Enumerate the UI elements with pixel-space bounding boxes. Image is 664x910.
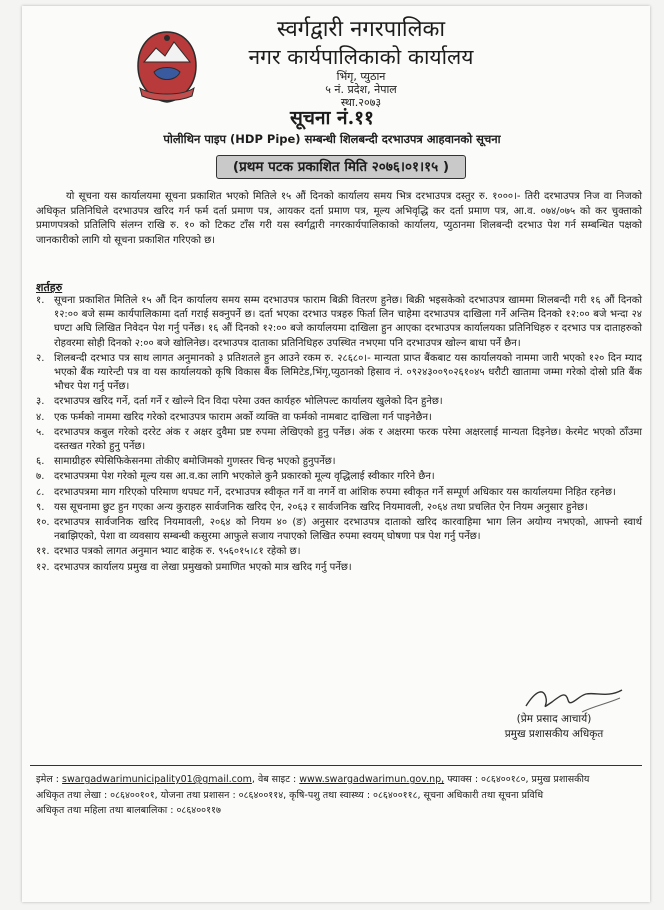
signatory-name: (प्रेम प्रसाद आचार्य) [516, 713, 592, 725]
condition-number: १२. [36, 561, 50, 573]
condition-text: सामाग्रीहरु स्पेसिफिकेसनमा तोकीए बमोजिमको गुणस्तर चिन्ह भएको हुनुपर्नेछ। [54, 456, 336, 468]
condition-item [36, 455, 642, 469]
condition-number: ६. [36, 456, 45, 468]
nepal-emblem-icon [132, 28, 202, 106]
condition-item [36, 516, 642, 544]
condition-number: १०. [36, 517, 50, 529]
condition-item [36, 486, 642, 500]
condition-number: ८. [36, 486, 45, 498]
intro-paragraph: यो सूचना यस कार्यालयमा सूचना प्रकाशित भएको मितिले १५ औं दिनको कार्यालय समय भित्र दरभाउपत्र दस्तुर रु. १०००।- तिरी दरभाउपत्र निज वा निजको अधिकृत प्रतिनिधिले दरभाउपत्र खरिद गर्न फर्म दर्ता प्रमाण पत्र, आयकर दर्ता प्रमाण पत्र, मूल्य अभिवृद्धि कर दर्ता प्रमाण पत्र, आ.व. ०७४/०७५ को कर चुक्ताको प्रमाणपत्रको प्रतिलिपि संलग्न राखि रु. १० को टिकट टाँस गरी यस स्वर्गद्वारी नगरकार्यपालिकाको कार्यालय, प्युठानमा शिलबन्दी दरभाउ पेश गर्न सम्बन्धित पक्षको जानकारीको लागि यो सूचना प्रकाशित गरिएको छ। [36, 191, 642, 246]
condition-number: ९. [36, 501, 45, 513]
condition-item [36, 352, 642, 395]
email-link[interactable]: swargadwarimunicipality01@gmail.com [62, 774, 252, 785]
signatory-block [474, 712, 634, 742]
signatory-title: प्रमुख प्रशासकीय अधिकृत [504, 728, 604, 740]
condition-number: ७. [36, 471, 45, 483]
letterhead [196, 16, 526, 109]
footer-line-3: अधिकृत तथा महिला तथा बालबालिका : ०८६४००११७ [36, 805, 221, 816]
condition-text: दरभाउ पत्रको लागत अनुमान भ्याट बाहेक रु. ९५६०१५।८१ रहेको छ। [54, 546, 301, 558]
footer-contacts [36, 772, 642, 819]
conditions-heading: शर्तहरु [36, 281, 63, 294]
website-link[interactable]: www.swargadwarimun.gov.np, [299, 774, 445, 785]
notice-subject: पोलीथिन पाइप (HDP Pipe) सम्बन्धी शिलबन्दी दरभाउपत्र आहवानको सूचना [163, 132, 501, 146]
condition-text: दरभाउपत्रमा माग गरिएको परिमाण थपघट गर्ने, दरभाउपत्र स्वीकृत गर्ने वा नगर्ने वा आंशिक रुपमा स्वीकृत गर्ने सम्पूर्ण अधिकार यस कार्यालयमा निहित रहनेछ। [54, 486, 616, 498]
established-year: स्था.२०७३ [340, 96, 382, 109]
email-label: इमेल : [36, 774, 60, 785]
condition-text: सूचना प्रकाशित मितिले १५ औं दिन कार्यालय समय सम्म दरभाउपत्र फाराम बिक्री वितरण हुनेछ। बिक्री भइसकेको दरभाउपत्र खाममा शिलबन्दी गरी १६ औं दिनको १२:०० बजे सम्म कार्यपालिकामा दर्ता गराई सक्नुपर्ने छ। दर्ता भएका दरभाउ पत्रहरु फिर्ता लिन चाहेमा दरभाउपत्र दाखिला गर्ने अन्तिम दिनको १२:०० बजे भन्दा २४ घण्टा अघि लिखित निवेदन पेश गर्नु पर्नेछ। १६ औं दिनको १२:०० बजे कार्यालयमा दाखिला हुन आएका दरभाउपत्र कार्यालयका प्रतिनिधिहरु र दरभाउ पत्र दाताहरुको रोहवरमा सोही दिनको २:०० बजे खोलिनेछ। दरभाउपत्र दाताका प्रतिनिधिहरु उपस्थित नभएमा पनि दरभाउपत्र खोल्न बाधा पर्ने छैन। [54, 295, 642, 349]
conditions-list [36, 294, 642, 576]
address-line-1: भिंगृ, प्युठान [336, 70, 386, 83]
footer-line-1 [36, 772, 642, 788]
condition-number: ४. [36, 411, 45, 423]
condition-text: एक फर्मको नाममा खरिद गरेको दरभाउपत्र फाराम अर्को व्यक्ति वा फर्मको नामबाट दाखिला गर्न पाइनेछैन। [54, 411, 432, 423]
condition-number: ५. [36, 426, 45, 438]
condition-text: दरभाउपत्र खरिद गर्ने, दर्ता गर्ने र खोल्ने दिन विदा परेमा उक्त कार्यहरु भोलिपल्ट कार्यालय खुलेको दिन हुनेछ। [54, 396, 443, 408]
condition-text: शिलबन्दी दरभाउ पत्र साथ लागत अनुमानको ३ प्रतिशतले हुन आउने रकम रु. २८६८०।- मान्यता प्राप्त बैंकबाट यस कार्यालयको नाममा जारी भएको १२० दिन म्याद भएको बैंक ग्यारेन्टी पत्र वा यस कार्यालयको कृषि विकास बैंक लिमिटेड,भिंगृ,प्युठानको हिसाव नं. ०९२४३००९०२६१०४५ धरौटी खातामा जम्मा गरेको दोस्रो प्रति बैंक भौचर पेश गर्नु पर्नेछ। [54, 352, 642, 393]
condition-number: ११. [36, 546, 50, 558]
condition-item [36, 545, 642, 559]
condition-item [36, 294, 642, 351]
municipality-name: स्वर्गद्वारी नगरपालिका [276, 17, 446, 42]
condition-item [36, 426, 642, 454]
website-label: , वेब साइट : [251, 774, 297, 785]
footer-line-2: अधिकृत तथा लेखा : ०८६४००१०१, योजना तथा प्रशासन : ०८६४००११४, कृषि-पशु तथा स्वास्थ्य : ०८६४००११८, सूचना अधिकारी तथा सूचना प्रविधि [36, 789, 544, 801]
notice-number: सूचना नं.११ [290, 107, 374, 129]
condition-number: १. [36, 295, 45, 306]
condition-text: दरभाउपत्रमा पेश गरेको मूल्य यस आ.व.का लागि भएकोले कुनै प्रकारको मूल्य वृद्धिलाई स्वीकार गरिने छैन। [54, 471, 435, 483]
condition-text: दरभाउपत्र कार्यालय प्रमुख वा लेखा प्रमुखको प्रमाणित भएको मात्र खरिद गर्नु पर्नेछ। [54, 561, 352, 573]
condition-item [36, 470, 642, 484]
condition-number: २. [36, 352, 45, 364]
footer-fax-text: फ्याक्स : ०८६४००१८०, प्रमुख प्रशासकीय [447, 774, 590, 785]
condition-item [36, 411, 642, 425]
condition-text: दरभाउपत्र सार्वजनिक खरिद नियमावली, २०६४ को नियम ४० (ङ) अनुसार दरभाउपत्र दाताको खरिद कारवाहिमा भाग लिन अयोग्य नभएको, आफ्नो स्वार्थ नबाझिएको, पेशा वा व्यवसाय सम्बन्धी कसुरमा आफुले सजाय नपाएको लिखित रुपमा स्वयम् घोषणा पत्र पेश गर्नु पर्नेछ। [54, 517, 642, 543]
condition-item [36, 501, 642, 515]
condition-number: ३. [36, 396, 45, 408]
footer-divider [30, 765, 642, 766]
condition-item [36, 395, 642, 409]
publish-date-box: (प्रथम पटक प्रकाशित मिति २०७६।०१।१५ ) [216, 155, 466, 179]
condition-item [36, 561, 642, 575]
address-line-2: ५ नं. प्रदेश, नेपाल [325, 83, 397, 96]
office-name: नगर कार्यपालिकाको कार्यालय [248, 45, 474, 69]
condition-text: दरभाउपत्र कबुल गरेको दररेट अंक र अक्षर दुवैमा प्रष्ट रुपमा लेखिएको हुनु पर्नेछ। अंक र अक्षरमा फरक परेमा अक्षरलाई मान्यता दिइनेछ। केरमेट भएको ठाँउमा दस्तखत गरेको हुनु पर्नेछ। [54, 426, 642, 453]
condition-text: यस सूचनामा छुट हुन गएका अन्य कुराहरु सार्वजनिक खरिद ऐन, २०६३ र सार्वजनिक खरिद नियमावली, २०६४ तथा प्रचलित ऐन नियम अनुसार हुनेछ। [54, 501, 588, 513]
